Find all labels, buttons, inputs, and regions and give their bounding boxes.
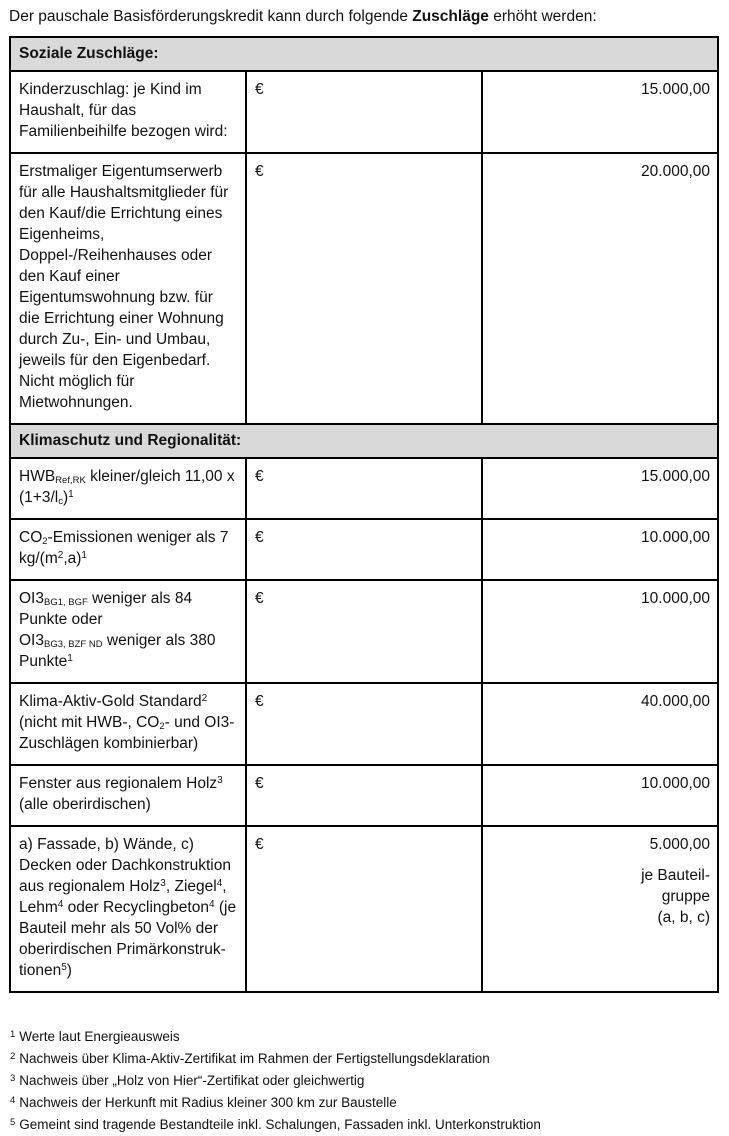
- surcharge-table: [9, 36, 719, 993]
- amount-cell: [482, 519, 718, 580]
- amount-value: 20.000,00: [641, 163, 710, 180]
- amount-value: 15.000,00: [641, 468, 710, 485]
- table-row: [10, 519, 718, 580]
- table-row: [10, 765, 718, 826]
- row-description: a) Fassade, b) Wände, c) Decken oder Dachkonstruktion aus regionalem Holz$^3$, Ziegel$^4$, Lehm$^4$ oder Recyclingbeton$^4$ (je Bauteil mehr als 50 Vol% der oberirdischen Primärkonstruk-tionen$^5$): [10, 826, 246, 992]
- table-row: [10, 683, 718, 765]
- amount-cell: [482, 458, 718, 519]
- footnote-number: 4: [10, 1095, 16, 1106]
- section-header: Klimaschutz und Regionalität:: [10, 424, 718, 458]
- currency-cell: €: [246, 580, 482, 683]
- footnote-text: Nachweis über Klima-Aktiv-Zertifikat im Rahmen der Fertigstellungsdeklaration: [19, 1051, 490, 1066]
- currency-cell: €: [246, 71, 482, 153]
- row-description: Klima-Aktiv-Gold Standard$^2$ (nicht mit HWB-, $CO_2-$ und OI3-Zuschlägen kombinierbar): [10, 683, 246, 765]
- currency-cell: €: [246, 458, 482, 519]
- amount-cell: [482, 826, 718, 992]
- footnote-number: 1: [10, 1029, 16, 1040]
- amount-cell: [482, 153, 718, 424]
- footnotes: [10, 1026, 720, 1136]
- amount-note: je Bauteil- gruppe (a, b, c): [641, 867, 710, 926]
- amount-cell: [482, 683, 718, 765]
- footnote-number: 5: [10, 1117, 16, 1128]
- row-description: $CO_2$-Emissionen weniger als 7 $kg/(m^2,a)^1$: [10, 519, 246, 580]
- amount-value: 10.000,00: [641, 590, 710, 607]
- currency-cell: €: [246, 519, 482, 580]
- section-header: Soziale Zuschläge:: [10, 37, 718, 71]
- amount-value: 40.000,00: [641, 693, 710, 710]
- amount-value: 5.000,00: [649, 836, 710, 853]
- footnote-text: Werte laut Energieausweis: [19, 1029, 180, 1044]
- currency-cell: €: [246, 683, 482, 765]
- row-description: $OI3_{BG1, BGF}$ weniger als 84 Punkte oder $OI3_{BG3, BZF ND}$ weniger als 380 Punkte$^1$: [10, 580, 246, 683]
- table-row: [10, 826, 718, 992]
- footnote: [10, 1070, 720, 1092]
- footnote-number: 2: [10, 1051, 16, 1062]
- footnote: [10, 1114, 720, 1136]
- row-description: Erstmaliger Eigentumserwerb für alle Haushaltsmitglieder für den Kauf/die Errichtung eines Eigenheims, Doppel-/Reihenhauses oder den Kauf einer Eigentumswohnung bzw. für die Errichtung einer Wohnung durch Zu-, Ein- und Umbau, jeweils für den Eigenbedarf. Nicht möglich für Mietwohnungen.: [10, 153, 246, 424]
- footnote-text: Gemeint sind tragende Bestandteile inkl. Schalungen, Fassaden inkl. Unterkonstruktion: [19, 1117, 541, 1132]
- amount-cell: [482, 580, 718, 683]
- row-description: Kinderzuschlag: je Kind im Haushalt, für das Familienbeihilfe bezogen wird:: [10, 71, 246, 153]
- row-description: $HWB_{Ref,RK}$ kleiner/gleich 11,00 x $(1+3/l_c)^1$: [10, 458, 246, 519]
- amount-value: 10.000,00: [641, 775, 710, 792]
- footnote: [10, 1026, 720, 1048]
- section-header-row: [10, 424, 718, 458]
- footnote-text: Nachweis der Herkunft mit Radius kleiner 300 km zur Baustelle: [19, 1095, 397, 1110]
- intro-text: Der pauschale Basisförderungskredit kann durch folgende Zuschläge erhöht werden:: [9, 8, 597, 25]
- footnote: [10, 1092, 720, 1114]
- footnote: [10, 1048, 720, 1070]
- currency-cell: €: [246, 765, 482, 826]
- currency-cell: €: [246, 153, 482, 424]
- footnote-number: 3: [10, 1073, 16, 1084]
- amount-cell: [482, 765, 718, 826]
- table-row: [10, 580, 718, 683]
- amount-value: 10.000,00: [641, 529, 710, 546]
- table-row: [10, 71, 718, 153]
- row-description: Fenster aus regionalem Holz$^3$ (alle oberirdischen): [10, 765, 246, 826]
- footnote-text: Nachweis über „Holz von Hier“-Zertifikat oder gleichwertig: [19, 1073, 365, 1088]
- table-row: [10, 153, 718, 424]
- table-row: [10, 458, 718, 519]
- currency-cell: €: [246, 826, 482, 992]
- section-header-row: [10, 37, 718, 71]
- amount-value: 15.000,00: [641, 81, 710, 98]
- amount-cell: [482, 71, 718, 153]
- surcharge-table-body: [10, 37, 718, 992]
